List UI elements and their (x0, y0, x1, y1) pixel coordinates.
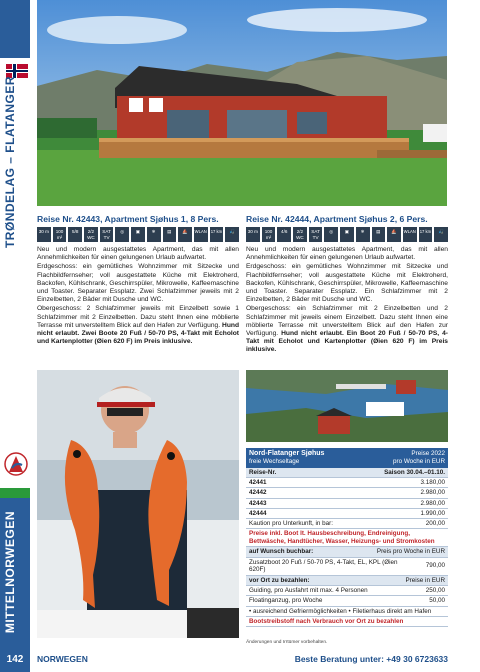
description-upper-floor: Obergeschoss: 2 Schlafzimmer jeweils mit Einzelbett sowie 1 Schlafzimmer mit 2 Einzelbetten. Dazu steht Ihnen eine möblierte Terrasse mit unverstelltem Blick auf den Hafen zur Verfügung. Hund nicht erlaubt. Zwei Boote 20 Fuß / 50-70 PS, 4-Takt mit Echolot und Kartenplotter (Øien 620 F) im Preis inklusive. (37, 305, 239, 346)
region-title-top: TRØNDELAG – FLATANGER (3, 75, 17, 249)
area-100m2-icon: 100 m² (53, 227, 67, 242)
column-saison: Saison 30.04.–01.10. (384, 469, 445, 476)
price-table-header (246, 448, 448, 468)
house-photo (37, 0, 447, 206)
description-intro: Neu und modern ausgestattetes Apartment, das mit allen Annehmlichkeiten für einen gelungenen Urlaub aufwartet. (37, 246, 239, 262)
oven-icon: ▤ (163, 227, 177, 242)
listing-42444 (246, 214, 448, 356)
listing-title: Reise Nr. 42443, Apartment Sjøhus 1, 8 Pers. (37, 214, 219, 224)
sat-tv-icon: SAT TV (100, 227, 114, 242)
wlan-icon: WLAN (403, 227, 417, 242)
distance-17km-icon: 17 km (419, 227, 433, 242)
onsite-header: vor Ort zu bezahlen: Preise in EUR (246, 576, 448, 586)
table-row: 42443 2.980,00 (246, 499, 448, 509)
sidebar (0, 0, 30, 672)
table-row: 42442 2.980,00 (246, 488, 448, 498)
price-table (246, 448, 448, 627)
dishwasher-icon: ▣ (340, 227, 354, 242)
washer-icon: ◎ (115, 227, 129, 242)
fuel-note-row: Bootstreibstoff nach Verbrauch vor Ort zu bezahlen (246, 617, 448, 627)
on-request-header: auf Wunsch buchbar: Preis pro Woche in EUR (246, 547, 448, 557)
prices-unit-label: pro Woche in EUR (392, 458, 445, 465)
bedrooms-5-8-icon: 5/8 (68, 227, 82, 242)
distance-17km-icon: 17 km (210, 227, 224, 242)
listing-title: Reise Nr. 42444, Apartment Sjøhus 2, 6 Pers. (246, 214, 428, 224)
oven-icon: ▤ (372, 227, 386, 242)
sidebar-top-band (0, 0, 30, 58)
region-title-bottom: MITTELNORWEGEN (3, 510, 17, 634)
distance-30m-icon: 30 m (37, 227, 51, 242)
area-100m2-icon: 100 m² (262, 227, 276, 242)
washer-icon: ◎ (324, 227, 338, 242)
fishing-icon: 🎣 (225, 227, 239, 242)
wc-2-2-icon: 2/2 WC (293, 227, 307, 242)
prices-year-label: Preise 2022 (411, 450, 445, 457)
freezer-icon: ❄ (147, 227, 161, 242)
description-upper-floor: Obergeschoss: ein Schlafzimmer mit 2 Einzelbetten und 2 Schlafzimmer mit jeweils einem Einzelbett. Dazu steht Ihnen eine möblierte Terrasse mit unverstelltem Blick auf den Hafen zur Verfügung. Hund nicht erlaubt. Ein Boot 20 Fuß / 50-70 PS, 4-Takt mit Echolot und Kartenplotter (Øien 620 F) im Preis inklusive. (246, 305, 448, 354)
disclaimer: Änderungen und Irrtümer vorbehalten. (246, 640, 328, 645)
harbour-photo (246, 370, 448, 442)
column-reise: Reise-Nr. (249, 469, 277, 476)
freezer-note-row: • ausreichend Gefriermöglichkeiten • Filetierhaus direkt am Hafen (246, 607, 448, 617)
guiding-row: Guiding, pro Ausfahrt mit max. 4 Personen 250,00 (246, 586, 448, 596)
deposit-row: Kaution pro Unterkunft, in bar: 200,00 (246, 519, 448, 529)
description-intro: Neu und modern ausgestattetes Apartment, das mit allen Annehmlichkeiten für einen gelungenen Urlaub aufwartet. (246, 246, 448, 262)
boat-icon: ⛵ (387, 227, 401, 242)
inclusive-note: Preise inkl. Boot lt. Hausbeschreibung, Endreinigung, Bettwäsche, Handtücher, Wasser, Heizungs- und Stromkosten (246, 529, 448, 547)
bedrooms-4-6-icon: 4/6 (277, 227, 291, 242)
brand-logo-icon (4, 452, 28, 478)
listing-42443 (37, 214, 239, 347)
column-header-row (246, 468, 448, 478)
extra-boat-row: Zusatzboot 20 Fuß / 50-70 PS, 4-Takt, EL, KPL (Øien 620F) 790,00 (246, 558, 448, 577)
listing-description (246, 246, 448, 355)
footer-country: NORWEGEN (37, 654, 88, 664)
description-ground-floor: Erdgeschoss: ein gemütliches Wohnzimmer mit Sitzecke und Flachbildfernseher; voll ausgestattete Küche mit Elektroherd, Backofen, Kühlschrank, Geschirrspüler, Mikrowelle, Kaffeemaschine und Toaster. Separater Essplatz. Ein Schlafzimmer mit 2 Einzelbetten, 2 Bäder mit Dusche und WC. (246, 263, 448, 304)
boat-icon: ⛵ (178, 227, 192, 242)
wc-2-2-icon: 2/2 WC (84, 227, 98, 242)
dishwasher-icon: ▣ (131, 227, 145, 242)
distance-30m-icon: 30 m (246, 227, 260, 242)
table-row: 42441 3.180,00 (246, 478, 448, 488)
footer-contact: Beste Beratung unter: +49 30 6723633 (294, 654, 448, 664)
description-ground-floor: Erdgeschoss: ein gemütliches Wohnzimmer mit Sitzecke und Flachbildfernseher; voll ausgestattete Küche mit Elektroherd, Backofen, Kühlschrank, Geschirrspüler, Mikrowelle, Kaffeemaschine und Toaster. Separater Essplatz. Zwei Schlafzimmer jeweils mit 2 Einzelbetten, 2 Bäder mit Dusche und WC. (37, 263, 239, 304)
accommodation-name: Nord-Flatanger Sjøhus (249, 450, 325, 457)
freezer-icon: ❄ (356, 227, 370, 242)
wlan-icon: WLAN (194, 227, 208, 242)
sat-tv-icon: SAT TV (309, 227, 323, 242)
fisherman-photo (37, 370, 239, 638)
listing-description (37, 246, 239, 346)
amenity-icons (37, 227, 239, 242)
page-number: 142 (0, 648, 30, 672)
changeover-note: freie Wechseltage (249, 458, 300, 465)
amenity-icons (246, 227, 448, 242)
floating-suit-row: Floatinganzug, pro Woche 50,00 (246, 596, 448, 606)
fishing-icon: 🎣 (434, 227, 448, 242)
table-row: 42444 1.990,00 (246, 509, 448, 519)
